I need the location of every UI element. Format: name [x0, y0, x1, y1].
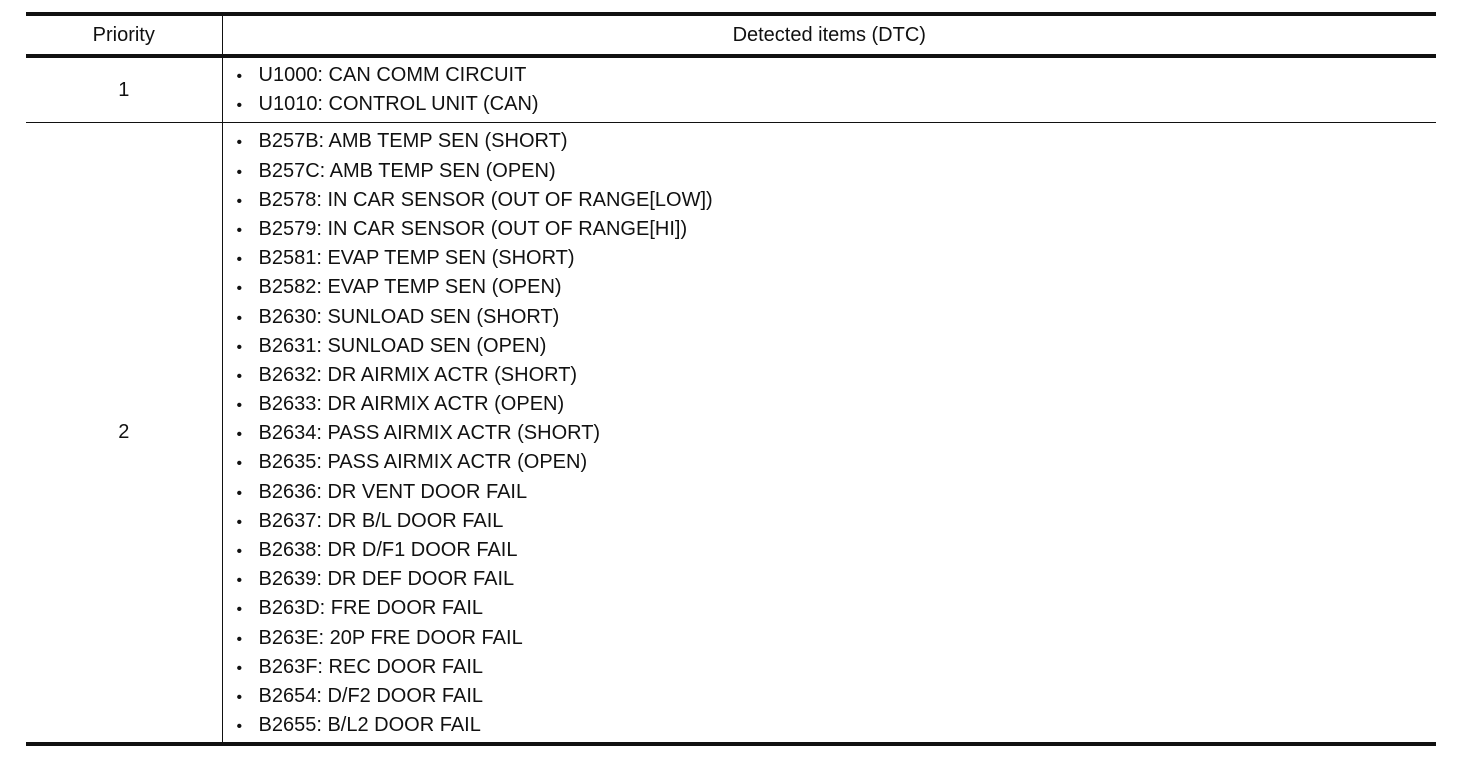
dtc-item — [237, 624, 1437, 653]
dtc-item — [237, 419, 1437, 448]
bullet-icon: • — [236, 630, 243, 648]
dtc-item-text: U1010: CONTROL UNIT (CAN) — [258, 93, 539, 116]
bullet-icon: • — [236, 192, 243, 210]
bullet-icon: • — [236, 659, 243, 677]
bullet-icon: • — [236, 455, 243, 473]
dtc-item — [237, 536, 1437, 565]
dtc-item — [237, 478, 1437, 507]
priority-value: 1 — [26, 56, 222, 123]
dtc-item — [237, 186, 1437, 215]
dtc-list — [223, 127, 1437, 740]
dtc-item-text: B263F: REC DOOR FAIL — [258, 655, 484, 678]
bullet-icon: • — [236, 309, 243, 327]
dtc-item-text: B257C: AMB TEMP SEN (OPEN) — [258, 159, 556, 182]
dtc-item-text: B2581: EVAP TEMP SEN (SHORT) — [258, 247, 575, 270]
dtc-item — [237, 594, 1437, 623]
bullet-icon: • — [236, 484, 243, 502]
bullet-icon: • — [236, 134, 243, 152]
dtc-item — [237, 273, 1437, 302]
dtc-item-text: B2579: IN CAR SENSOR (OUT OF RANGE[HI]) — [258, 217, 688, 240]
dtc-item — [237, 244, 1437, 273]
dtc-item-text: B2631: SUNLOAD SEN (OPEN) — [258, 334, 547, 357]
priority-group-row — [26, 123, 1436, 744]
dtc-item — [237, 653, 1437, 682]
dtc-item — [237, 565, 1437, 594]
dtc-item — [237, 303, 1437, 332]
dtc-item-text: B2636: DR VENT DOOR FAIL — [258, 480, 528, 503]
dtc-cell — [222, 56, 1436, 123]
bullet-icon: • — [236, 688, 243, 706]
dtc-item — [237, 157, 1437, 186]
dtc-item — [237, 507, 1437, 536]
header-row — [26, 14, 1436, 56]
dtc-item — [237, 361, 1437, 390]
dtc-item — [237, 448, 1437, 477]
bullet-icon: • — [236, 601, 243, 619]
dtc-item — [237, 682, 1437, 711]
bullet-icon: • — [236, 718, 243, 736]
dtc-item — [237, 215, 1437, 244]
dtc-item-text: B2654: D/F2 DOOR FAIL — [258, 684, 484, 707]
priority-header: Priority — [26, 14, 222, 56]
bullet-icon: • — [236, 338, 243, 356]
priority-group-row — [26, 56, 1436, 123]
dtc-item-text: B2637: DR B/L DOOR FAIL — [258, 509, 504, 532]
dtc-priority-table — [26, 12, 1436, 746]
dtc-item-text: B2655: B/L2 DOOR FAIL — [258, 714, 481, 737]
bullet-icon: • — [236, 68, 243, 85]
bullet-icon: • — [236, 163, 243, 181]
dtc-item — [237, 90, 1437, 119]
detected-items-header: Detected items (DTC) — [732, 23, 926, 46]
dtc-item-text: B2633: DR AIRMIX ACTR (OPEN) — [258, 393, 565, 416]
dtc-item-text: B2578: IN CAR SENSOR (OUT OF RANGE[LOW]) — [258, 188, 713, 211]
dtc-item-text: B2634: PASS AIRMIX ACTR (SHORT) — [258, 422, 601, 445]
bullet-icon: • — [236, 426, 243, 444]
dtc-item — [237, 332, 1437, 361]
bullet-icon: • — [236, 572, 243, 590]
dtc-item-text: B263E: 20P FRE DOOR FAIL — [258, 626, 523, 649]
dtc-item — [237, 711, 1437, 740]
bullet-icon: • — [236, 367, 243, 385]
dtc-item-text: B2582: EVAP TEMP SEN (OPEN) — [258, 276, 562, 299]
bullet-icon: • — [236, 221, 243, 239]
dtc-item-text: B2635: PASS AIRMIX ACTR (OPEN) — [258, 451, 588, 474]
dtc-item — [237, 390, 1437, 419]
dtc-item-text: B263D: FRE DOOR FAIL — [258, 597, 484, 620]
dtc-item-text: B2632: DR AIRMIX ACTR (SHORT) — [258, 363, 578, 386]
dtc-item — [237, 127, 1437, 156]
dtc-list — [223, 61, 1437, 119]
dtc-item — [237, 61, 1437, 90]
bullet-icon: • — [236, 543, 243, 560]
dtc-item-text: U1000: CAN COMM CIRCUIT — [258, 64, 527, 86]
bullet-icon: • — [236, 513, 243, 531]
dtc-item-text: B2630: SUNLOAD SEN (SHORT) — [258, 305, 560, 328]
priority-value: 2 — [26, 123, 222, 744]
dtc-cell — [222, 123, 1436, 744]
bullet-icon: • — [236, 251, 243, 269]
bullet-icon: • — [236, 397, 243, 415]
bullet-icon: • — [236, 280, 243, 298]
bullet-icon: • — [236, 97, 243, 115]
dtc-item-text: B2638: DR D/F1 DOOR FAIL — [258, 539, 518, 561]
dtc-item-text: B257B: AMB TEMP SEN (SHORT) — [258, 130, 568, 153]
dtc-item-text: B2639: DR DEF DOOR FAIL — [258, 568, 515, 591]
